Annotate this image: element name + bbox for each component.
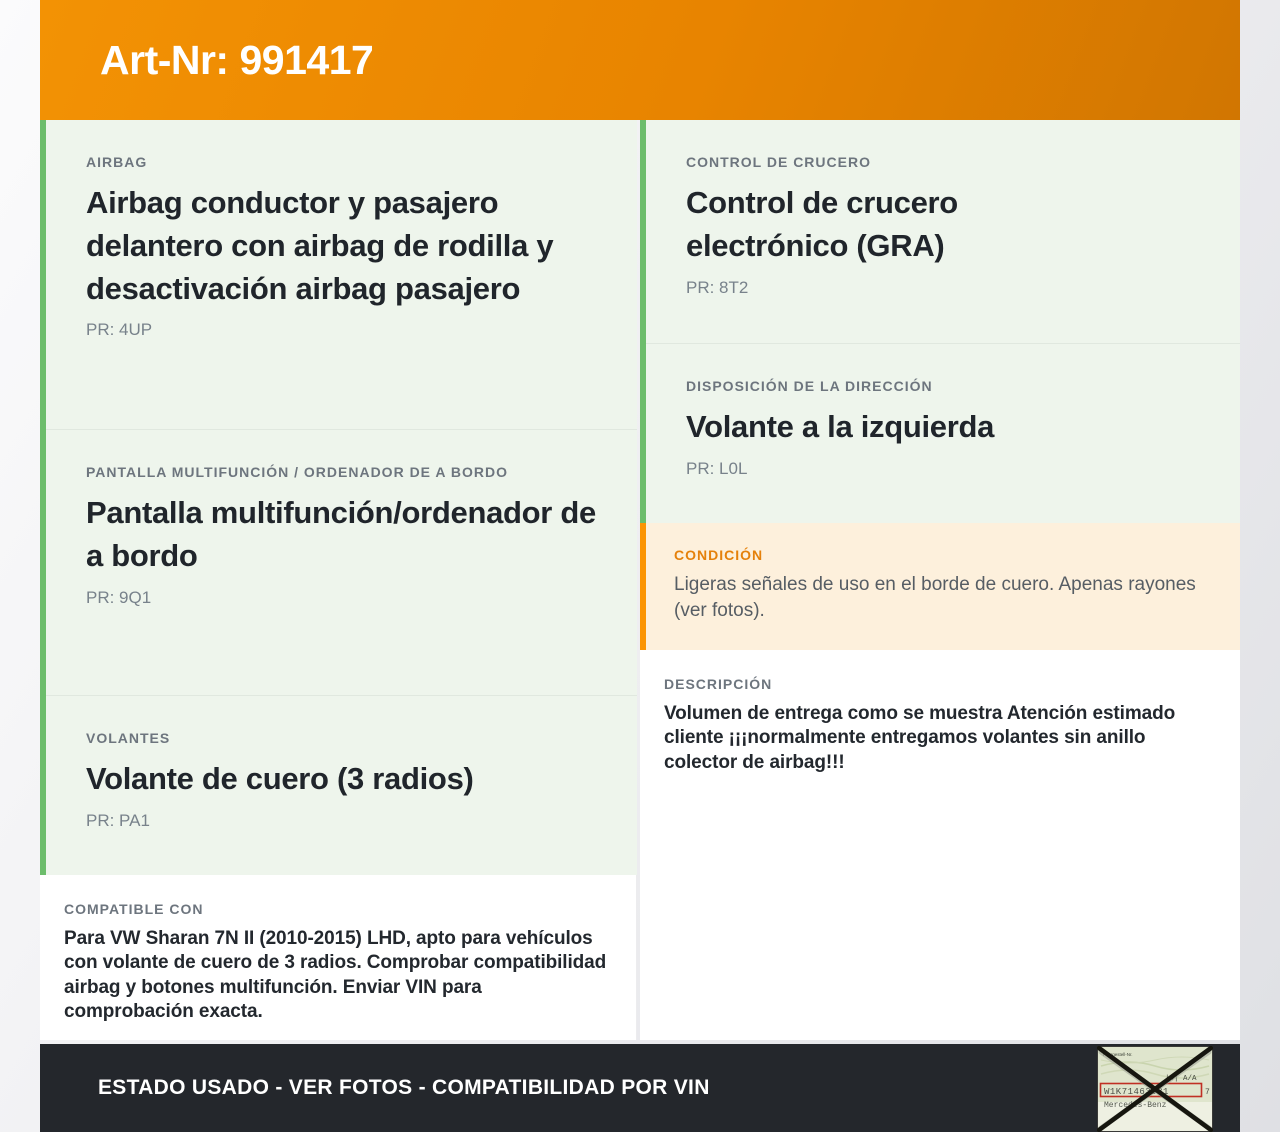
equipment-card-group-left xyxy=(40,120,637,875)
header-banner xyxy=(40,0,1240,120)
section-label: DESCRIPCIÓN xyxy=(664,676,773,692)
description-text: Volumen de entrega como se muestra Atención estimado cliente ¡¡¡normalmente entregamos volantes sin anillo colector de airbag!!! xyxy=(664,703,1176,773)
card-title: Volante de cuero (3 radios) xyxy=(86,761,474,796)
description-section xyxy=(640,650,1240,1040)
condition-section xyxy=(640,523,1240,650)
card-title: Control de crucero electrónico (GRA) xyxy=(686,185,958,263)
section-label: COMPATIBLE CON xyxy=(64,901,204,917)
crossed-vin-document-image xyxy=(1097,1046,1213,1132)
card-steering-position xyxy=(646,344,1240,523)
compatible-text: Para VW Sharan 7N II (2010-2015) LHD, apto para vehículos con volante de cuero de 3 radios. Comprobar compatibilidad airbag y botones multifunción. Enviar VIN para comprobación exacta. xyxy=(64,928,607,1022)
card-label: PANTALLA MULTIFUNCIÓN / ORDENADOR DE A BORDO xyxy=(86,464,508,480)
compatible-with-section xyxy=(40,875,637,1040)
footer-banner xyxy=(40,1044,1240,1132)
equipment-card-group-right xyxy=(640,120,1240,523)
card-steering-wheel xyxy=(46,696,637,875)
article-number-title: Art-Nr: 991417 xyxy=(100,36,374,83)
card-label: DISPOSICIÓN DE LA DIRECCIÓN xyxy=(686,378,933,394)
pr-code: PR: 8T2 xyxy=(686,277,749,297)
stamp-vin: W1K71463J31 xyxy=(1104,1087,1169,1097)
stamp-doc-label: Fahrgestell-Nr. xyxy=(1103,1052,1133,1057)
card-multifunction-display xyxy=(46,430,637,696)
listing-content xyxy=(40,0,1240,1132)
pr-code: PR: 4UP xyxy=(86,320,153,340)
card-title: Volante a la izquierda xyxy=(686,409,995,444)
right-column xyxy=(640,120,1240,1040)
card-title: Airbag conductor y pasajero delantero con airbag de rodilla y desactivación airbag pasajero xyxy=(86,185,554,306)
footer-text: ESTADO USADO - VER FOTOS - COMPATIBILIDAD POR VIN xyxy=(98,1076,710,1099)
stamp-brand: Mercedes-Benz xyxy=(1104,1101,1167,1110)
card-title: Pantalla multifunción/ordenador de a bordo xyxy=(86,495,596,573)
stamp-code-fragment: |4| A/A xyxy=(1165,1075,1197,1083)
pr-code: PR: PA1 xyxy=(86,810,150,830)
section-label: CONDICIÓN xyxy=(674,547,764,563)
card-label: VOLANTES xyxy=(86,730,171,746)
card-label: AIRBAG xyxy=(86,154,148,170)
pr-code: PR: 9Q1 xyxy=(86,587,152,607)
card-airbag xyxy=(46,120,637,430)
stamp-vin-suffix: 7 xyxy=(1205,1088,1210,1097)
card-cruise-control xyxy=(646,120,1240,344)
pr-code: PR: L0L xyxy=(686,458,748,478)
condition-text: Ligeras señales de uso en el borde de cuero. Apenas rayones (ver fotos). xyxy=(674,574,1196,621)
columns xyxy=(40,120,1240,1040)
left-column xyxy=(40,120,637,1040)
card-label: CONTROL DE CRUCERO xyxy=(686,154,871,170)
